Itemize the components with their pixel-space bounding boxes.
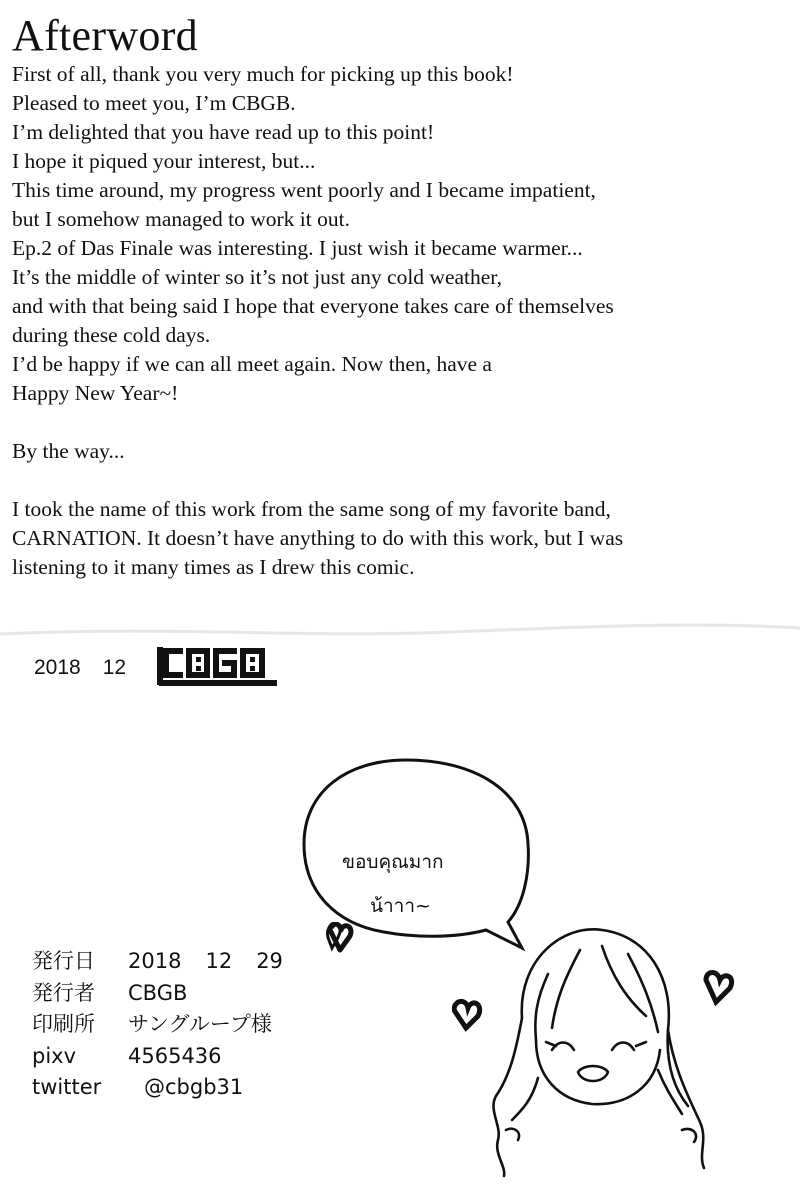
printer-value: サングループ様 [128, 1012, 272, 1036]
text-line: Pleased to meet you, I’m CBGB. [12, 91, 296, 115]
heart-doodle [326, 922, 356, 954]
pixiv-id: 4565436 [128, 1043, 222, 1068]
text-line: I’m delighted that you have read up to this point! [12, 120, 435, 144]
thanks-line: ขอบคุณมาก [342, 851, 444, 873]
issue-day: 29 [256, 949, 283, 973]
text-line: and with that being said I hope that everyone takes care of themselves [12, 294, 614, 318]
issue-year: 2018 [128, 949, 182, 973]
twitter-label: twitter [32, 1075, 102, 1099]
colophon-twitter [32, 1072, 307, 1104]
text-line: Happy New Year~! [12, 381, 179, 405]
page-edge-shadow [0, 612, 800, 652]
text-line: I hope it piqued your interest, but... [12, 149, 316, 173]
cbgb-logo-stamp [156, 645, 278, 687]
printer-label: 印刷所 [32, 1012, 95, 1036]
issue-date-label: 発行日 [32, 949, 95, 973]
colophon-publisher [32, 978, 307, 1010]
text-line: CARNATION. It doesn’t have anything to do with this work, but I was [12, 526, 624, 550]
text-line: First of all, thank you very much for picking up this book! [12, 62, 514, 86]
text-line: I’d be happy if we can all meet again. Now then, have a [12, 352, 492, 376]
page-title: Afterword [12, 11, 198, 60]
signature-month: 12 [102, 656, 127, 679]
pixiv-label: pixv [32, 1043, 77, 1068]
signature-date [34, 656, 148, 680]
publisher-value: CBGB [128, 980, 188, 1005]
twitter-handle: @cbgb31 [144, 1075, 244, 1099]
paragraph-gap [12, 408, 792, 437]
afterword-body [12, 60, 792, 582]
chibi-character-illustration [452, 900, 752, 1190]
text-line: It’s the middle of winter so it’s not just any cold weather, [12, 265, 502, 289]
signature-year: 2018 [34, 656, 81, 679]
colophon-issue-date [32, 946, 307, 978]
text-line: but I somehow managed to work it out. [12, 207, 350, 231]
thanks-line: น้าาา~ [370, 895, 431, 917]
colophon [32, 946, 307, 1104]
colophon-printer [32, 1009, 307, 1041]
issue-date-value [128, 946, 307, 978]
text-line: Ep.2 of Das Finale was interesting. I just wish it became warmer... [12, 236, 583, 260]
text-line: This time around, my progress went poorly and I became impatient, [12, 178, 596, 202]
publisher-label: 発行者 [32, 980, 95, 1005]
colophon-pixiv [32, 1041, 307, 1073]
issue-month: 12 [205, 949, 233, 973]
text-line: during these cold days. [12, 323, 211, 347]
text-line: By the way... [12, 439, 125, 463]
text-line: I took the name of this work from the same song of my favorite band, [12, 497, 611, 521]
paragraph-gap [12, 466, 792, 495]
text-line: listening to it many times as I drew this comic. [12, 555, 415, 579]
